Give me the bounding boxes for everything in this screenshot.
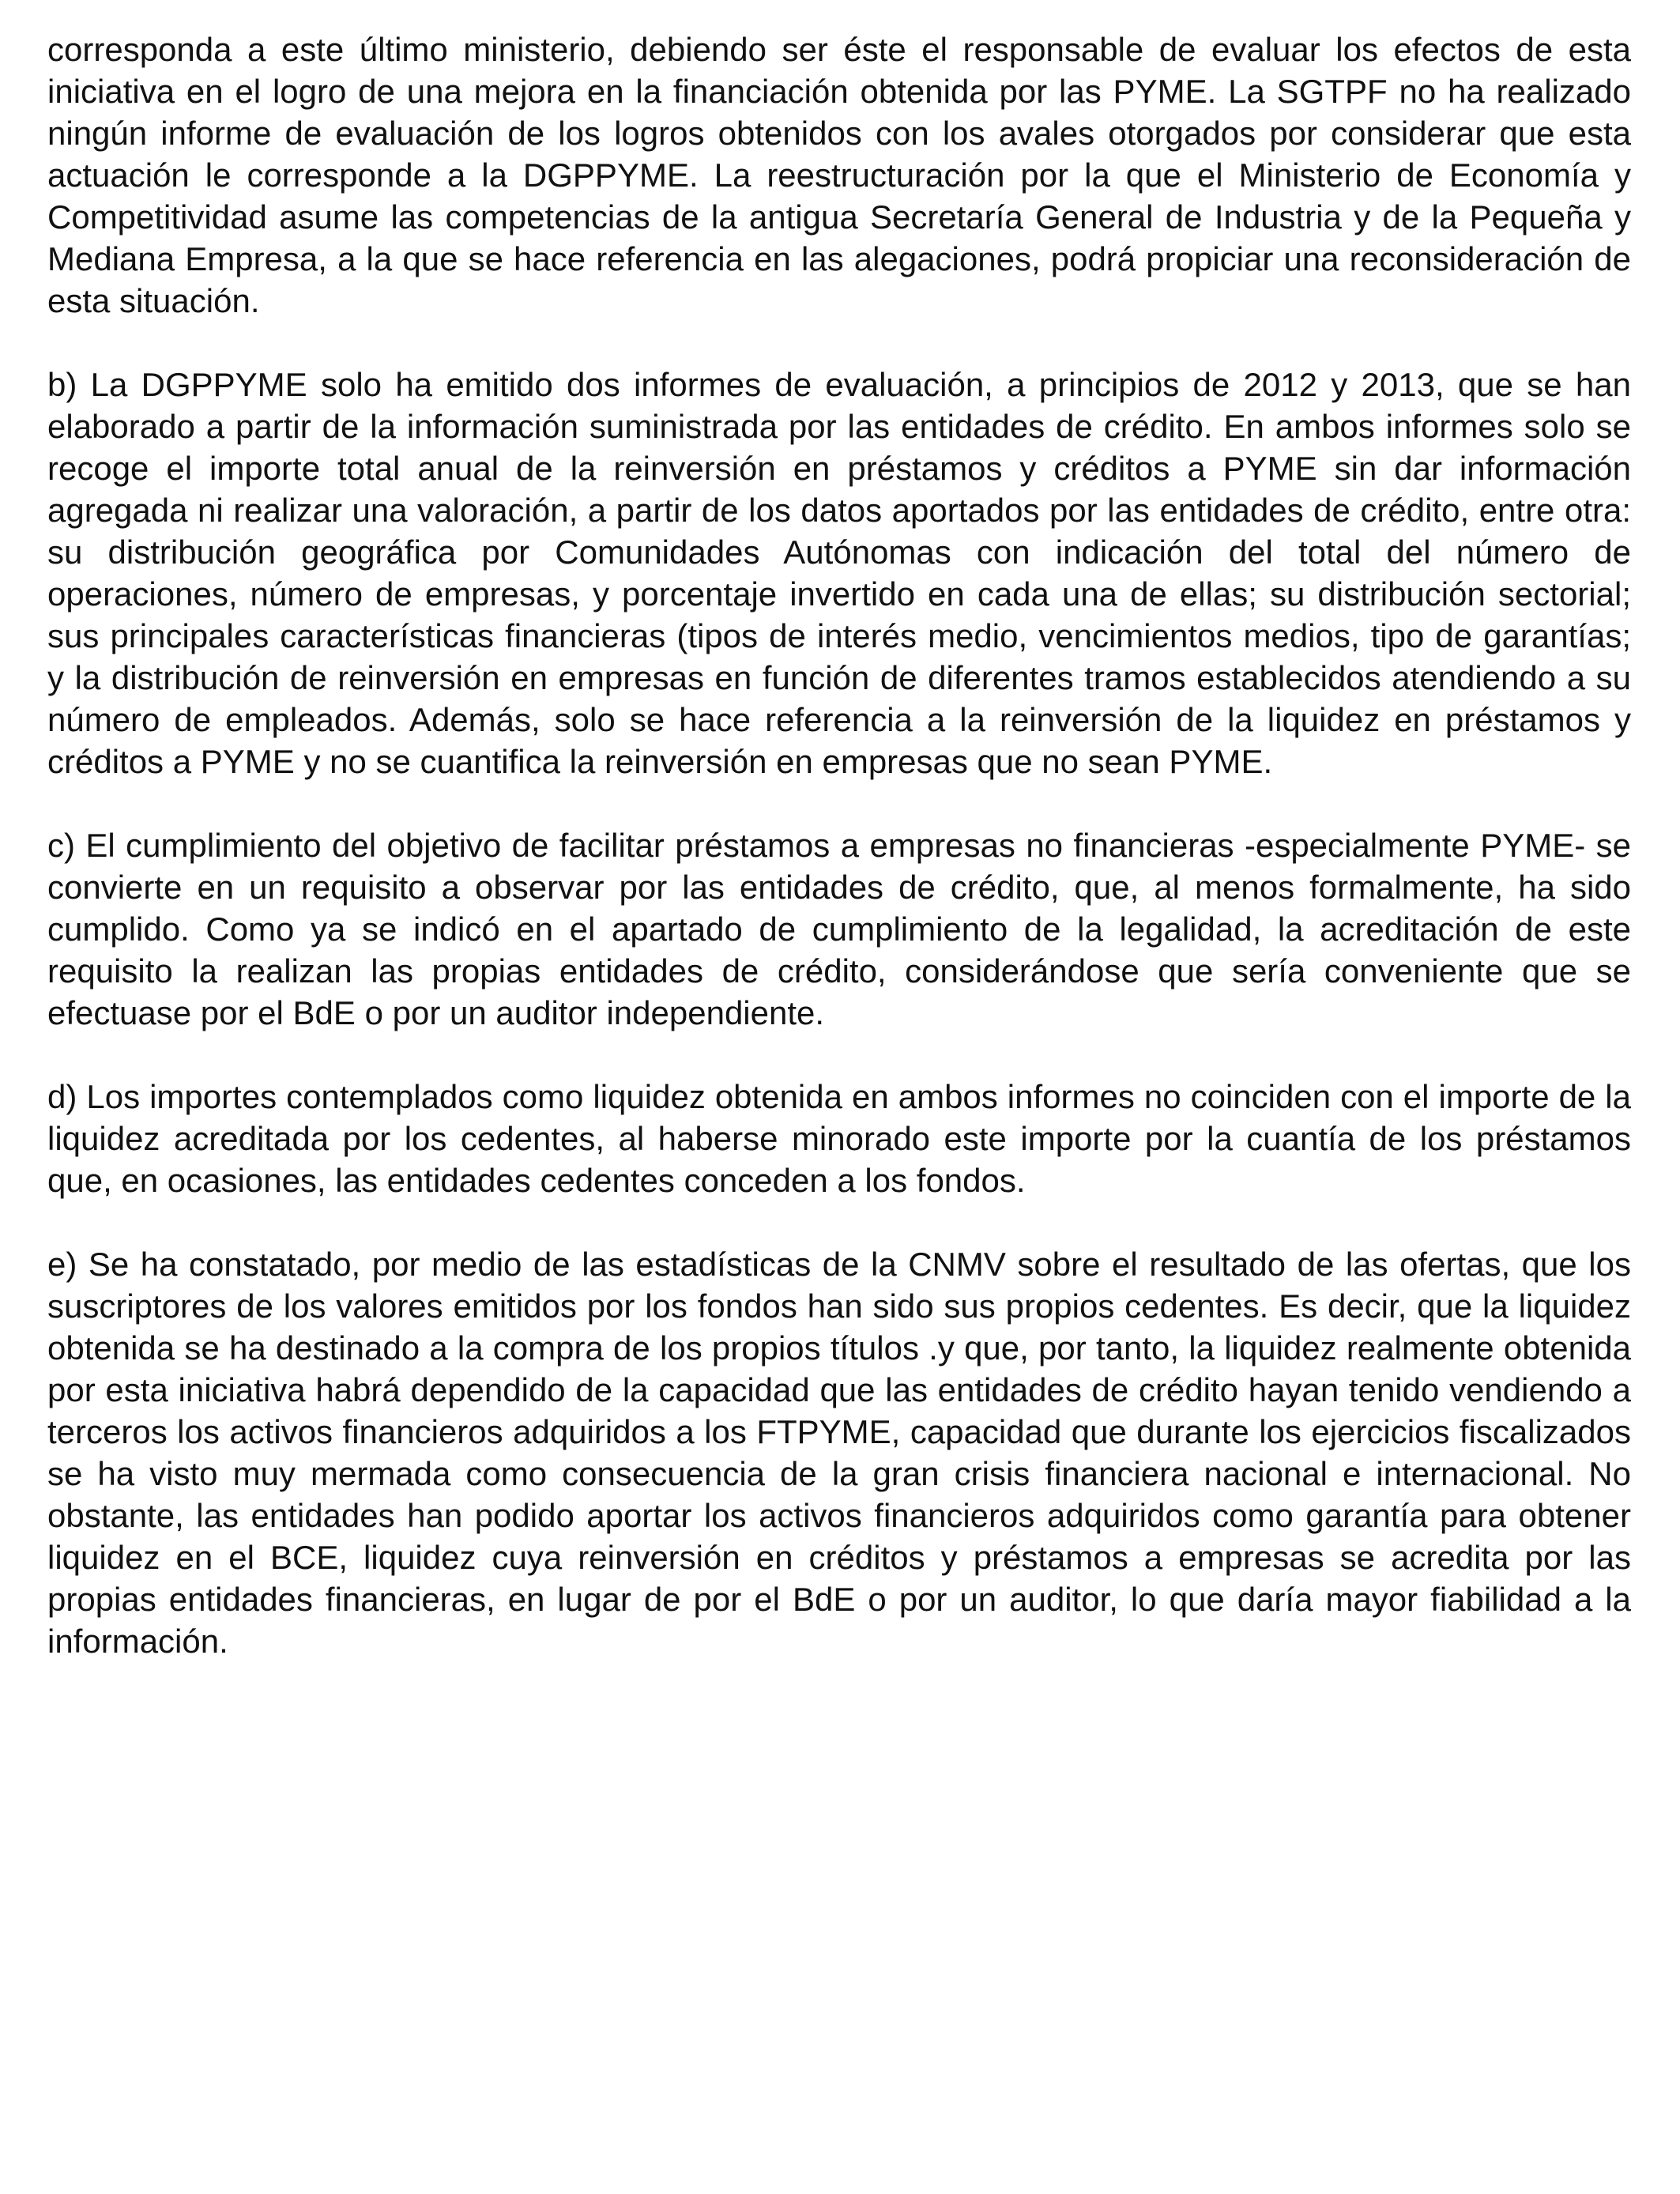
paragraph-continuation: corresponda a este último ministerio, debiendo ser éste el responsable de evaluar los efectos de esta iniciativa en el logro de una mejora en la financiación obtenida por las PYME. La SGTPF no ha realizado ningún informe de evaluación de los logros obtenidos con los avales otorgados por considerar que esta actuación le corresponde a la DGPPYME. La reestructuración por la que el Ministerio de Economía y Competitividad asume las competencias de la antigua Secretaría General de Industria y de la Pequeña y Mediana Empresa, a la que se hace referencia en las alegaciones, podrá propiciar una reconsideración de esta situación.	[47, 31, 1631, 319]
document-body	[47, 28, 1631, 1662]
paragraph-c: c) El cumplimiento del objetivo de facilitar préstamos a empresas no financieras -especialmente PYME- se convierte en un requisito a observar por las entidades de crédito, que, al menos formalmente, ha sido cumplido. Como ya se indicó en el apartado de cumplimiento de la legalidad, la acreditación de este requisito la realizan las propias entidades de crédito, considerándose que sería conveniente que se efectuase por el BdE o por un auditor independiente.	[47, 827, 1631, 1031]
paragraph-d: d) Los importes contemplados como liquidez obtenida en ambos informes no coinciden con el importe de la liquidez acreditada por los cedentes, al haberse minorado este importe por la cuantía de los préstamos que, en ocasiones, las entidades cedentes conceden a los fondos.	[47, 1078, 1631, 1199]
paragraph-b: b) La DGPPYME solo ha emitido dos informes de evaluación, a principios de 2012 y 2013, que se han elaborado a partir de la información suministrada por las entidades de crédito. En ambos informes solo se recoge el importe total anual de la reinversión en préstamos y créditos a PYME sin dar información agregada ni realizar una valoración, a partir de los datos aportados por las entidades de crédito, entre otra: su distribución geográfica por Comunidades Autónomas con indicación del total del número de operaciones, número de empresas, y porcentaje invertido en cada una de ellas; su distribución sectorial; sus principales características financieras (tipos de interés medio, vencimientos medios, tipo de garantías; y la distribución de reinversión en empresas en función de diferentes tramos establecidos atendiendo a su número de empleados. Además, solo se hace referencia a la reinversión de la liquidez en préstamos y créditos a PYME y no se cuantifica la reinversión en empresas que no sean PYME.	[47, 366, 1631, 780]
paragraph-e: e) Se ha constatado, por medio de las estadísticas de la CNMV sobre el resultado de las ofertas, que los suscriptores de los valores emitidos por los fondos han sido sus propios cedentes. Es decir, que la liquidez obtenida se ha destinado a la compra de los propios títulos .y que, por tanto, la liquidez realmente obtenida por esta iniciativa habrá dependido de la capacidad que las entidades de crédito hayan tenido vendiendo a terceros los activos financieros adquiridos a los FTPYME, capacidad que durante los ejercicios fiscalizados se ha visto muy mermada como consecuencia de la gran crisis financiera nacional e internacional. No obstante, las entidades han podido aportar los activos financieros adquiridos como garantía para obtener liquidez en el BCE, liquidez cuya reinversión en créditos y préstamos a empresas se acredita por las propias entidades financieras, en lugar de por el BdE o por un auditor, lo que daría mayor fiabilidad a la información.	[47, 1246, 1631, 1660]
